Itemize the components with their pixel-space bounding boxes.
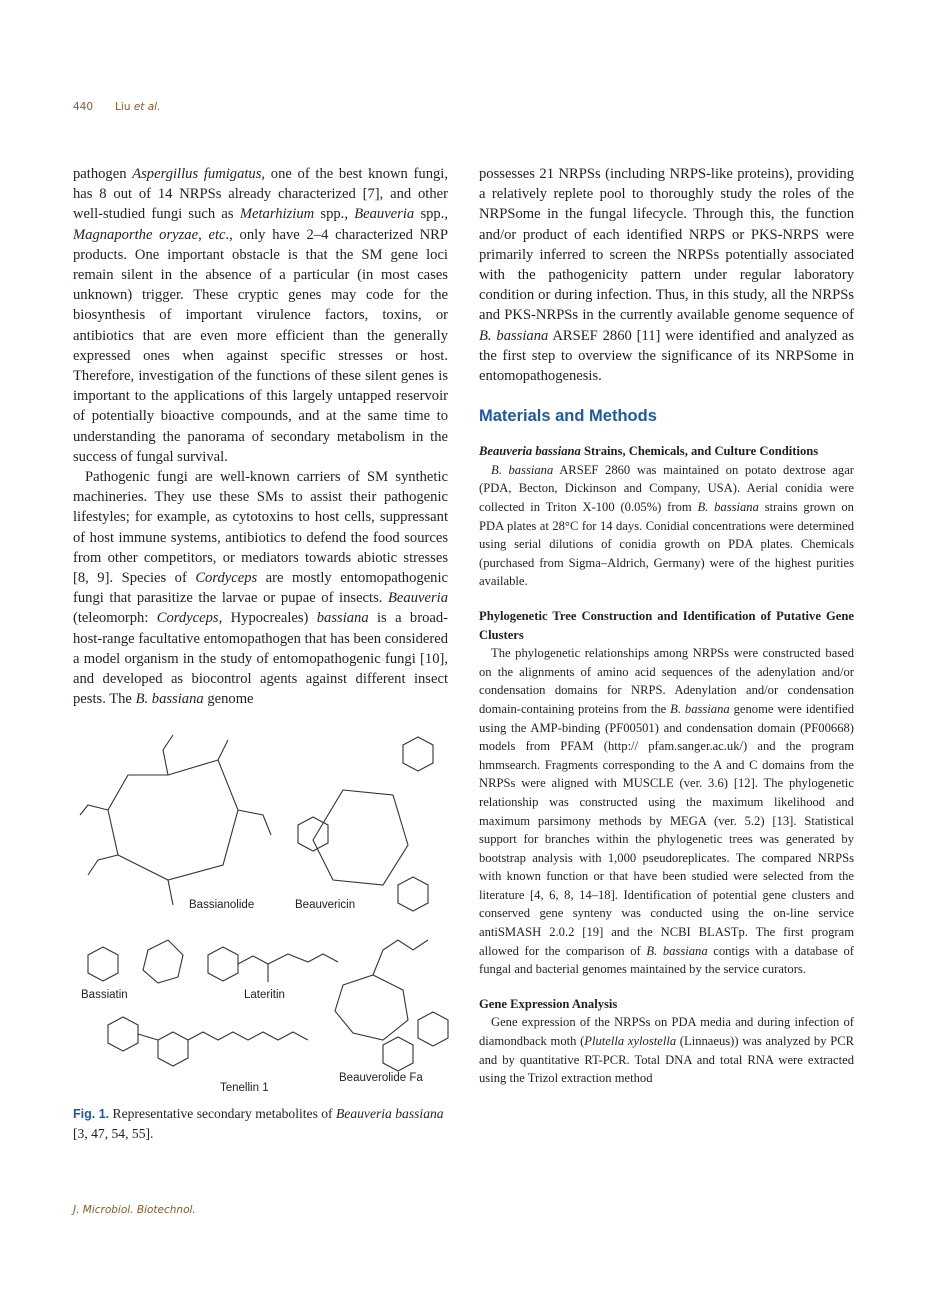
text-run: [3, 47, 54, 55].	[73, 1126, 154, 1141]
phenyl-ring	[403, 737, 433, 771]
text-run: Pathogenic fungi are well-known carriers of SM synthetic machineries. They use these SMs to assist their pathogenic lifestyles; for example, as cytotoxins to host cells, suppressant of host immune systems, antibiotics to defend the food sources from other competitors, or mediators towards abiotic stresses [8, 9]. Species of	[73, 469, 448, 587]
paragraph	[73, 164, 448, 467]
paragraph	[73, 467, 448, 709]
figure-label: Fig. 1.	[73, 1107, 110, 1121]
italic-text: bassiana	[316, 610, 369, 627]
paragraph	[479, 644, 854, 979]
italic-text: B. bassiana	[491, 462, 554, 477]
phenyl-ring	[298, 817, 328, 851]
text-run: pathogen	[73, 166, 133, 182]
compound-label: Bassianolide	[189, 899, 255, 911]
phenyl-ring	[88, 947, 118, 981]
text-run: Strains, Chemicals, and Culture Conditions	[580, 444, 819, 459]
phenyl-ring	[398, 877, 428, 911]
italic-text: Beauveria bassiana	[479, 444, 581, 459]
paragraph	[479, 1013, 854, 1087]
text-run: Representative secondary metabolites of	[109, 1106, 336, 1121]
phenol-ring	[108, 1017, 138, 1051]
text-run: ,	[198, 226, 209, 243]
italic-text: Beauveria	[388, 590, 448, 607]
italic-text: Aspergillus fumigatus	[132, 166, 262, 182]
compound-label: Beauverolide Fa	[339, 1072, 423, 1084]
bassiatin-ring	[143, 940, 183, 983]
text-run: (teleomorph:	[73, 610, 157, 627]
italic-text: Metarhizium	[239, 206, 315, 223]
subsection-heading	[479, 442, 854, 461]
italic-text: etc	[208, 226, 226, 243]
beauverolide-ring	[335, 975, 408, 1040]
bassianolide-sidechains	[80, 735, 271, 905]
figure-caption	[73, 1104, 451, 1144]
phenyl-ring	[383, 1037, 413, 1071]
caption-text	[73, 1106, 444, 1141]
compound-label: Tenellin 1	[220, 1082, 269, 1094]
text-run: strains grown on PDA plates at 28°C for 14 days. Conidial concentrations were determined using serial dilutions of conidia growth on PDA plates. Chemicals (purchased from Sigma–Aldrich, Germany) were of the highest purities available.	[479, 500, 854, 589]
lateritin-chain	[238, 954, 338, 982]
text-run: possesses 21 NRPSs (including NRPS-like proteins), providing a relatively replete pool to thoroughly study the roles of the NRPSome in the fungal lifecycle. Through this, the function and/or product of each identified NRPS or PKS-NRPS were primarily inferred to screen the NRPSs potentially associated with the pathogenicity pattern under regular laboratory condition or during infection. Thus, in this study, all the NRPSs and PKS-NRPSs in the currently available genome sequence of	[479, 166, 854, 324]
bassianolide-ring	[108, 760, 238, 880]
text-run: spp.,	[414, 206, 449, 223]
text-run: Gene Expression Analysis	[479, 996, 618, 1011]
italic-text: B. bassiana	[646, 943, 708, 958]
italic-text: Cordyceps	[156, 610, 219, 627]
italic-text: Cordyceps	[195, 570, 258, 587]
left-column	[73, 164, 448, 709]
subsection-heading	[479, 995, 854, 1014]
italic-text: B. bassiana	[670, 701, 730, 716]
text-run: Gene expression of the NRPSs on PDA media and during infection of diamondback moth (	[479, 1015, 854, 1049]
journal-footer: J. Microbiol. Biotechnol.	[73, 1204, 196, 1216]
text-run: genome were identified using the AMP-binding (PF00501) and condensation domain (PF00668) models from PFAM (http:// pfam.sanger.ac.uk/) and the program hmmsearch. Fragments corresponding to the A and C domains from the NRPSs were aligned with MUSCLE (ver. 3.6) [12]. The phylogenetic relationship was constructed using the maximum likelihood and maximum parsimony methods by MEGA (ver. 5.2) [13]. Statistical support for branches within the phylogenetic trees was generated by bootstrap analysis with 1,000 pseudoreplicates. The compared NRPSs with known function or that have been studied were selected from the literature [4, 6, 8, 14–18]. Identification of potential gene clusters and conserved gene synteny was conducted using the on-line service antiSMASH 2.0.2 [19] and the NCBI BLASTp. The first program allowed for the comparison of	[479, 701, 854, 958]
phenyl-ring	[418, 1012, 448, 1046]
subsection-heading	[479, 607, 854, 644]
running-header	[73, 101, 160, 113]
section-heading: Materials and Methods	[479, 407, 657, 426]
text-run: (Linnaeus)) was analyzed by PCR and by quantitative RT-PCR. Total DNA and total RNA were extracted using the Trizol extraction method	[479, 1034, 855, 1086]
text-run: contigs with a database of fungal and bacterial genomes maintained by the service curators.	[479, 943, 854, 977]
italic-text: Plutella xylostella	[584, 1034, 677, 1049]
header-authors: Liu	[115, 101, 134, 113]
beauvericin-ring	[313, 790, 408, 885]
italic-text: B. bassiana	[697, 500, 759, 515]
italic-text: Beauveria	[354, 206, 415, 223]
text-run: The phylogenetic relationships among NRPSs were constructed based on the alignments of amino acid sequences of the adenylation and/or condensation domains for NRPS. Adenylation and/or condensation domain-containing proteins from the	[479, 646, 854, 716]
paragraph	[479, 461, 854, 591]
text-run: ARSEF 2860 was maintained on potato dextrose agar (PDA, Becton, Dickinson and Company, USA). Aerial conidia were collected in Triton X-100 (0.05%) from	[479, 462, 854, 515]
beauverolide-chain	[373, 940, 428, 975]
page-number: 440	[73, 101, 94, 113]
compound-label: Bassiatin	[81, 989, 128, 1001]
text-run: ., only have 2–4 characterized NRP products. One important obstacle is that the SM gene loci remain silent in the absence of a particular (in most cases unknown) trigger. These cryptic genes may code for the biosynthesis of important virulence factors, toxins, or antibiotics that are even more efficient than the generally expressed ones when against specific stresses or host. Therefore, investigation of the functions of these silent genes is important to the applications of this largely untapped reservoir of potentially bioactive compounds, and at the same time to understanding the panorama of secondary metabolism in the success of fungal survival.	[73, 226, 449, 465]
tenellin-chain	[138, 1032, 308, 1040]
text-run: are mostly entomopathogenic fungi that parasitize the larvae or pupae of insects.	[73, 570, 448, 607]
pyridone-ring	[158, 1032, 188, 1066]
right-column	[479, 164, 854, 1104]
compound-label: Lateritin	[244, 989, 285, 1001]
text-run: Phylogenetic Tree Construction and Identification of Putative Gene Clusters	[479, 608, 854, 642]
italic-text: B. bassiana	[135, 691, 204, 708]
text-run: spp.,	[314, 206, 355, 223]
text-run: ARSEF 2860 [11] were identified and analyzed as the first step to overview the significance of its NRPSome in entomopathogenesis.	[479, 327, 855, 385]
phenyl-ring	[208, 947, 238, 981]
italic-text: Magnaporthe oryzae	[73, 226, 199, 243]
chemical-structures-drawing	[73, 715, 451, 1100]
paragraph	[479, 164, 854, 386]
text-run: is a broad-host-range facultative entomopathogen that has been considered a model organism in the study of entomopathogenic fungi [10], and developed as biocontrol agents against different insect pests. The	[73, 610, 448, 708]
compound-label: Beauvericin	[295, 899, 356, 911]
figure-1	[73, 715, 451, 1100]
italic-text: B. bassiana	[479, 327, 549, 344]
italic-text: Beauveria bassiana	[335, 1106, 444, 1121]
text-run: genome	[203, 691, 254, 708]
header-etal: et al.	[133, 101, 161, 113]
text-run: , one of the best known fungi, has 8 out of 14 NRPSs already characterized [7], and other well-studied fungi such as	[73, 166, 448, 223]
text-run: , Hypocreales)	[218, 610, 317, 627]
